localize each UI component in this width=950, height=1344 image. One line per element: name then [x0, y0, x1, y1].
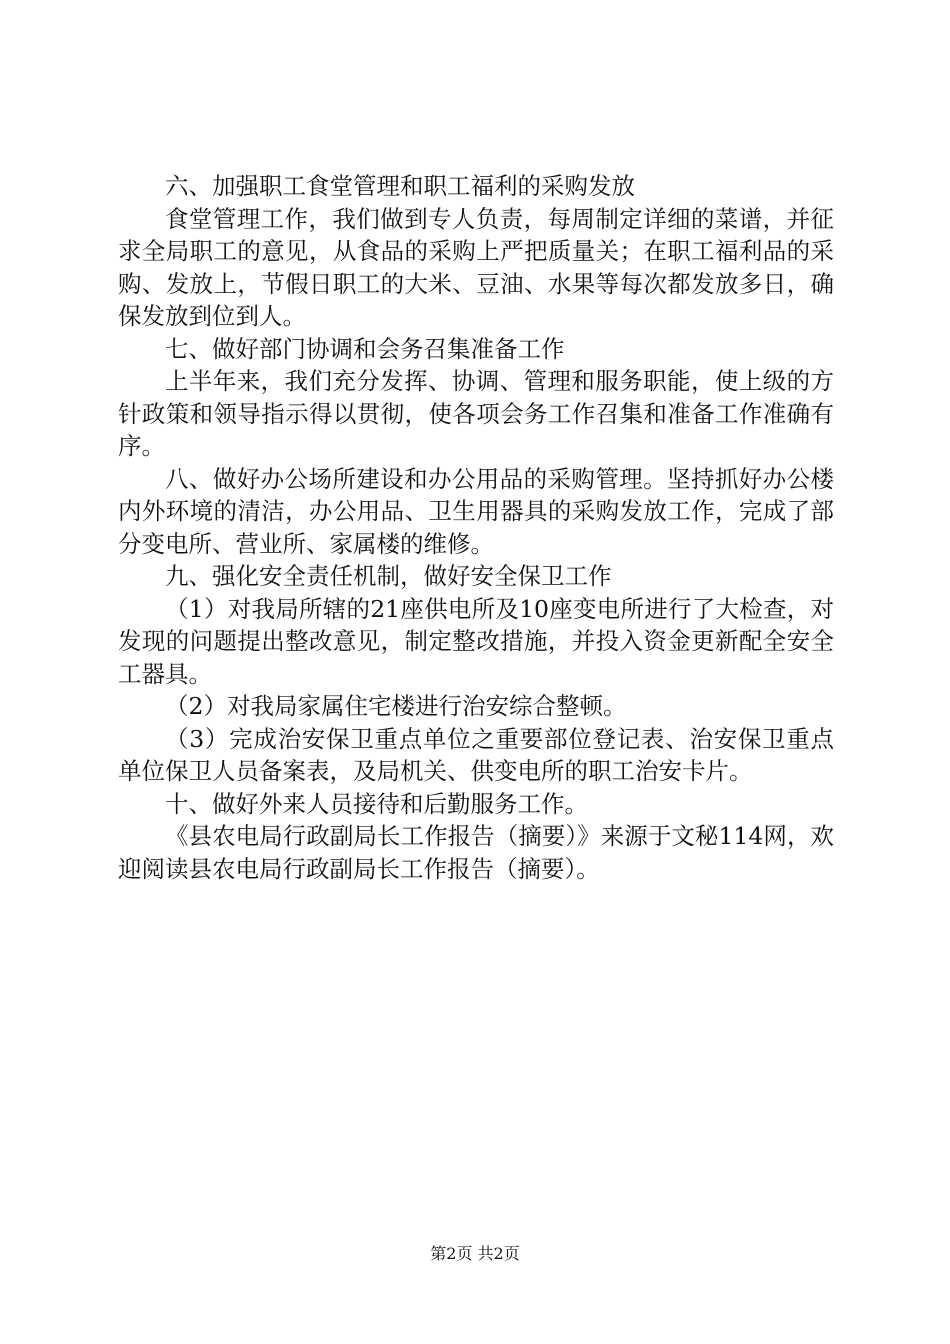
list-item-3: （3）完成治安保卫重点单位之重要部位登记表、治安保卫重点单位保卫人员备案表，及局机关、供变电所的职工治安卡片。: [118, 724, 834, 785]
list-item-2: （2）对我局家属住宅楼进行治安综合整顿。: [165, 692, 627, 720]
page-indicator: 第2页 共2页: [430, 1244, 520, 1263]
paragraph-coordination: 上半年来，我们充分发挥、协调、管理和服务职能，使上级的方针政策和领导指示得以贯彻，使各项会务工作召集和准备工作准确有序。: [118, 367, 834, 460]
section-heading-10: 十、做好外来人员接待和后勤服务工作。: [165, 789, 588, 818]
list-item-1: （1）对我局所辖的21座供电所及10座变电所进行了大检查，对发现的问题提出整改意见，制定整改措施，并投入资金更新配全安全工器具。: [118, 594, 834, 688]
section-heading-8: 八、做好办公场所建设和办公用品的采购管理。坚持抓好办公楼内外环境的清洁，办公用品、卫生用器具的采购发放工作，完成了部分变电所、营业所、家属楼的维修。: [118, 464, 834, 558]
paragraph-canteen-management: 食堂管理工作，我们做到专人负责，每周制定详细的菜谱，并征求全局职工的意见，从食品的采购上严把质量关；在职工福利品的采购、发放上，节假日职工的大米、豆油、水果等每次都发放多日，确保发放到位到人。: [118, 204, 834, 330]
section-heading-7: 七、做好部门协调和会务召集准备工作: [165, 334, 565, 363]
document-body: [118, 170, 834, 885]
source-note: 《县农电局行政副局长工作报告（摘要）》来源于文秘114网，欢迎阅读县农电局行政副局长工作报告（摘要）。: [118, 822, 834, 883]
section-heading-9: 九、强化安全责任机制，做好安全保卫工作: [165, 562, 612, 590]
section-heading-6: 六、加强职工食堂管理和职工福利的采购发放: [165, 172, 635, 200]
